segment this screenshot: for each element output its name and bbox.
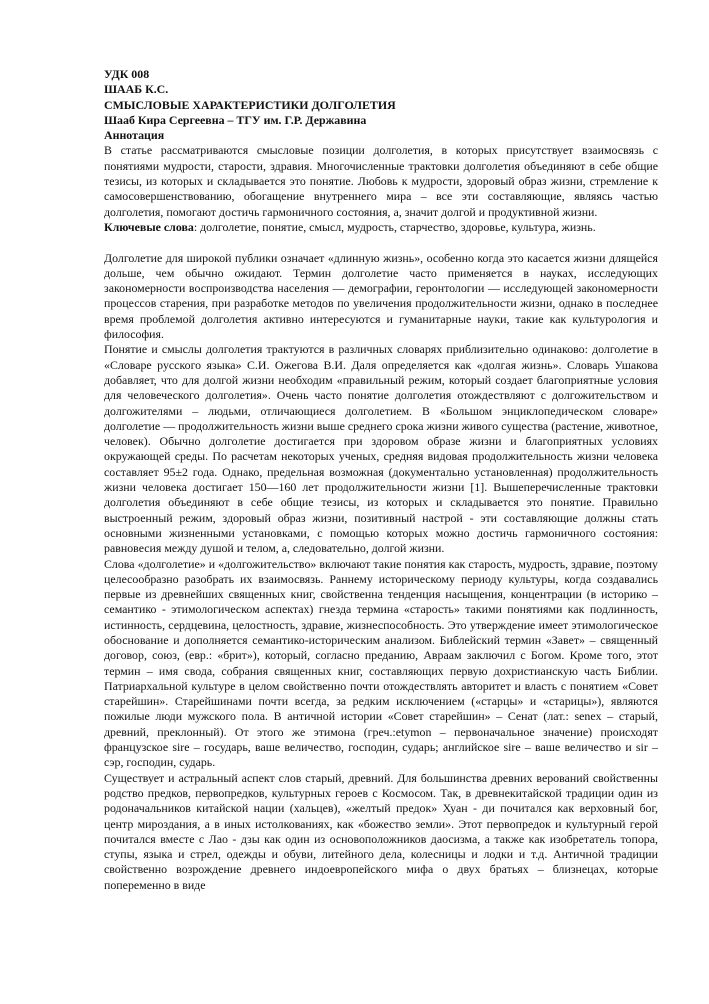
author-short: ШААБ К.С. xyxy=(104,82,169,97)
body-paragraph: Понятие и смыслы долголетия трактуются в различных словарях приблизительно одинаково: долголетие в «Словаре русского языка» С.И. Ожегова В.И. Даля определяется как «долгая жизнь». Словарь Ушакова добавляет, что для долгой жизни необходим «правильный режим, который создает благоприятные условия для человеческого долголетия». Очень часто понятие долголетия отождествляют с долгожительством и долгожителями – людьми, отличающиеся долголетием. В «Большом энциклопедическом словаре» долголетие — продолжительность жизни выше среднего срока жизни живого существа (растение, животное, человек). Обычно долголетие достигается при здоровом образе жизни и благоприятных условиях окружающей среды. По расчетам некоторых ученых, средняя видовая продолжительность жизни человека составляет 95±2 года. Однако, предельная возможная (документально установленная) продолжительность жизни человека достигает 150—160 лет продолжительности жизни [1]. Вышеперечисленные трактовки долголетия объединяют в себе общие тезисы, из которых и складывается это понятие. Правильно выстроенный режим, здоровый образ жизни, позитивный настрой - эти составляющие должны стать основными жизненными установками, с помощью которых можно достичь гармоничного состояния: равновесия между душой и телом, а, следовательно, долгой жизни. xyxy=(104,342,658,556)
author-affiliation: Шааб Кира Сергеевна – ТГУ им. Г.Р. Державина xyxy=(104,112,367,127)
keywords-label: Ключевые слова xyxy=(104,219,194,234)
article-title: СМЫСЛОВЫЕ ХАРАКТЕРИСТИКИ ДОЛГОЛЕТИЯ xyxy=(104,97,396,112)
udk-code: УДК 008 xyxy=(104,67,150,81)
keywords-text: : долголетие, понятие, смысл, мудрость, старчество, здоровье, культура, жизнь. xyxy=(193,219,596,234)
abstract-text: В статье рассматриваются смысловые позиции долголетия, в которых присутствует взаимосвязь с понятиями мудрости, старости, здравия. Многочисленные трактовки долголетия объединяют в себе общие тезисы, из которых и складывается это понятие. Любовь к мудрости, здоровый образ жизни, стремление к самосовершенствованию, обогащение внутреннего мира – все эти составляющие, являясь частью долголетия, помогают достичь гармоничного состояния, а, значит долгой и продуктивной жизни. xyxy=(104,143,658,219)
body-paragraph: Слова «долголетие» и «долгожительство» включают такие понятия как старость, мудрость, здравие, поэтому целесообразно разобрать их взаимосвязь. Раннему историческому периоду культуры, когда создавались первые из древнейших священных книг, свойственна тенденция насыщения, концентрации (в историко – семантико - этимологическом аспектах) гнезда термина «старость» такими понятиями как подлинность, истинность, сердцевина, целостность, здравие, жизнеспособность. Это утверждение имеет этимологическое обоснование и дополняется семантико-историческим анализом. Библейский термин «Завет» – священный договор, союз, (евр.: «брит»), который, согласно преданию, Авраам заключил с Богом. Кроме того, этот термин – имя свода, собрания священных книг, составляющих первую дохристианскую часть Библии. Патриархальной культуре в целом свойственно почти отождествлять авторитет и власть с понятием «Совет старейшин». Старейшинами почти всегда, за редким исключением («старцы» и «старицы»), являются пожилые люди мужского пола. В античной истории «Совет старейшин» – Сенат (лат.: senex – старый, древний, преклонный). От этого же этимона (греч.:etymon – первоначальное значение) происходят французское sire – государь, ваше величество, господин, сударь; английское sire – ваше величество и sir – сэр, господин, сударь. xyxy=(104,556,658,770)
abstract-heading: Аннотация xyxy=(104,128,165,143)
body-paragraph: Существует и астральный аспект слов старый, древний. Для большинства древних верований свойственны родство предков, первопредков, культурных героев с Космосом. Так, в древнекитайской традиции один из родоначальников китайской нации (хальцев), «желтый предок» Хуан - ди почитался как верховный бог, центр мироздания, а в иных истолкованиях, как «божество земли». Этот первопредок и культурный герой почитался вместе с Лао - дзы как один из основоположников даосизма, а также как изобретатель топора, ступы, языка и стрел, одежды и обуви, литейного дела, колесницы и лодки и т.д. Античной традиции свойственно возрождение древнего индоевропейского мифа о двух братьях – близнецах, которые попеременно в виде xyxy=(104,770,658,892)
section-gap xyxy=(104,235,658,250)
document-page xyxy=(104,67,658,893)
body-paragraph: Долголетие для широкой публики означает «длинную жизнь», особенно когда это касается жизни длящейся дольше, чем обычно ожидают. Термин долголетие часто применяется в науках, исследующих закономерности воспроизводства населения — демографии, геронтологии — исследующей закономерности процессов старения, при разработке методов по увеличения продолжительности жизни, однако в последнее время проблемой долголетия активно интересуются и гуманитарные науки, такие как культурология и философия. xyxy=(104,250,658,342)
keywords-line xyxy=(104,220,658,235)
